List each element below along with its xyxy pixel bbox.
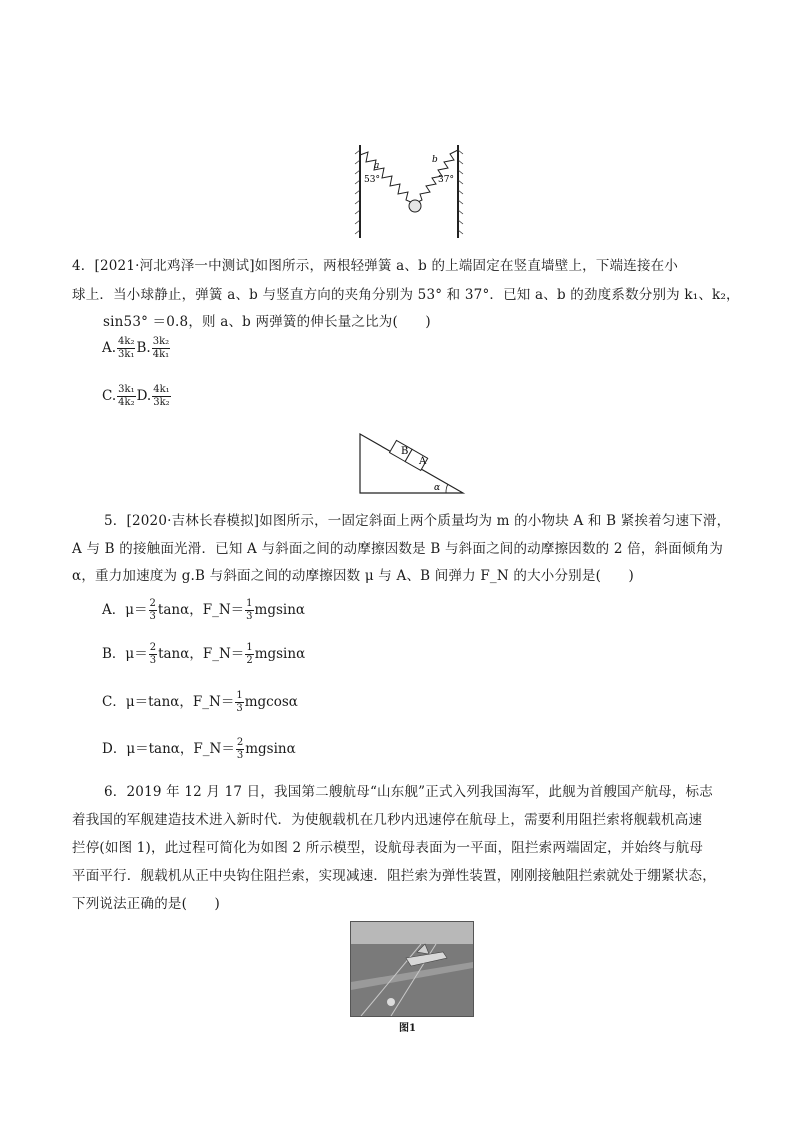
spring-figure xyxy=(350,140,465,240)
q5-option-c: C．μ＝tanα，F_N＝ $\frac{1}{3}$ mgcosα xyxy=(102,690,298,714)
q6-line-2: 着我国的军舰建造技术进入新时代．为使舰载机在几秒内迅速停在航母上，需要利用阻拦索将舰载机高速 xyxy=(72,812,703,828)
q4-line-2: 球上．当小球静止，弹簧 a、b 与竖直方向的夹角分别为 53° 和 37°．已知 a、b 的劲度系数分别为 k₁、k₂， xyxy=(72,287,740,303)
angle-alpha-label: α xyxy=(434,483,441,493)
q6-line-5: 下列说法正确的是( ) xyxy=(72,896,220,912)
angle-a-label: 53° xyxy=(364,175,380,185)
angle-b-label: 37° xyxy=(438,175,454,185)
q6-line-1: 6．2019 年 12 月 17 日，我国第二艘航母“山东舰”正式入列我国海军，此舰为首艘国产航母，标志 xyxy=(104,784,713,800)
block-b-label: B xyxy=(401,446,409,457)
q6-line-3: 拦停(如图 1)，此过程可简化为如图 2 所示模型，设航母表面为一平面，阻拦索两端固定，并始终与航母 xyxy=(72,840,704,856)
q4-options-cd: C. $\frac{\text{3k₁}}{\text{4k₂}}$ D. $\frac{\text{4k₁}}{\text{3k₂}}$ xyxy=(102,384,170,408)
svg-text:b: b xyxy=(432,155,438,165)
carrier-deck-photo xyxy=(350,921,474,1017)
q6-line-4: 平面平行．舰载机从正中央钩住阻拦索，实现减速．阻拦索为弹性装置，刚刚接触阻拦索就处于绷紧状态， xyxy=(72,868,716,884)
ball xyxy=(409,200,421,212)
q5-line-3: α，重力加速度为 g.B 与斜面之间的动摩擦因数 μ 与 A、B 间弹力 F_N 的大小分别是( ) xyxy=(72,568,634,584)
q5-option-d: D．μ＝tanα，F_N＝ $\frac{2}{3}$ mgsinα xyxy=(102,737,296,761)
block-a-label: A xyxy=(419,456,427,467)
svg-text:a: a xyxy=(374,161,380,171)
q5-line-2: A 与 B 的接触面光滑．已知 A 与斜面之间的动摩擦因数是 B 与斜面之间的动摩擦因数的 2 倍，斜面倾角为 xyxy=(72,541,724,557)
q5-option-b: B．μ＝ $\frac{2}{3}$ tanα，F_N＝ $\frac{1}{2}$ mgsinα xyxy=(102,642,306,666)
incline-figure xyxy=(358,430,468,496)
figure-1-caption: 图1 xyxy=(399,1023,416,1034)
q5-line-1: 5．[2020·吉林长春模拟]如图所示，一固定斜面上两个质量均为 m 的小物块 A 和 B 紧挨着匀速下滑， xyxy=(104,513,731,529)
q5-option-a: A．μ＝ $\frac{2}{3}$ tanα，F_N＝ $\frac{1}{3}$ mgsinα xyxy=(102,598,306,622)
q4-line-3: sin53° ＝0.8，则 a、b 两弹簧的伸长量之比为( ) xyxy=(103,314,431,330)
q4-options-ab: A. $\frac{\text{4k₂}}{\text{3k₁}}$ B. $\frac{\text{3k₂}}{\text{4k₁}}$ xyxy=(102,336,170,360)
q4-line-1: 4．[2021·河北鸡泽一中测试]如图所示，两根轻弹簧 a、b 的上端固定在竖直墙壁上，下端连接在小 xyxy=(72,258,679,274)
